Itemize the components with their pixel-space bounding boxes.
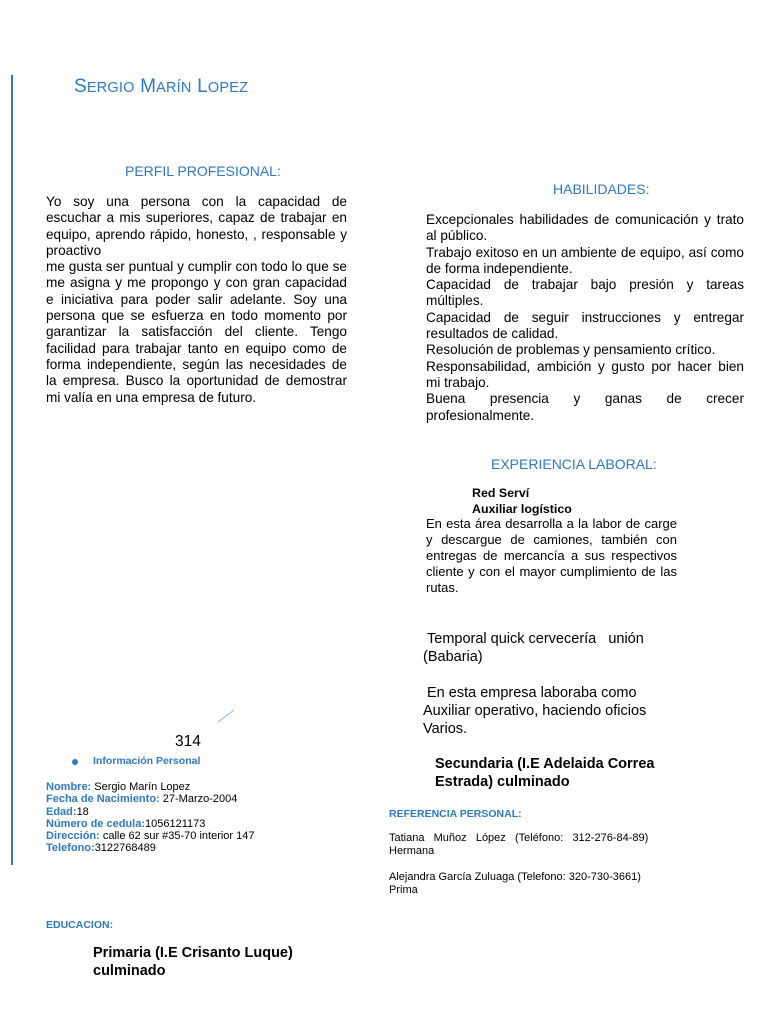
job2-desc-line: Auxiliar operativo, haciendo oficios — [423, 703, 647, 719]
info-row: Fecha de Nacimiento: 27-Marzo-2004 — [46, 793, 238, 806]
job1-description: En esta área desarrolla a la labor de carge y descargue de camiones, también con entregas de mercancía a sus respectivos cliente y con el mayor cumplimiento de las rutas. — [426, 516, 677, 595]
left-margin-rule — [11, 75, 13, 865]
primaria-line: Primaria (I.E Crisanto Luque) — [93, 945, 293, 961]
reference-relation: Prima — [389, 884, 418, 896]
skill-item: Responsabilidad, ambición y gusto por hacer bien mi trabajo. — [426, 358, 744, 390]
perfil-text — [46, 194, 347, 406]
secundaria-status: Estrada) culminado — [435, 774, 570, 790]
referencias-title: REFERENCIA PERSONAL: — [389, 808, 522, 820]
candidate-name: SERGIO MARÍN LOPEZ — [74, 76, 249, 97]
info-row: Telefono:3122768489 — [46, 842, 156, 855]
job2-desc-line: Varios. — [423, 721, 468, 737]
reference-entry: Tatiana Muñoz López (Teléfono: 312-276-84-89) — [389, 832, 649, 844]
reference-relation: Hermana — [389, 845, 435, 857]
stray-number: 314 — [175, 733, 201, 750]
secundaria-line: Secundaria (I.E Adelaida Correa — [435, 756, 655, 772]
stray-stroke — [216, 708, 236, 724]
educacion-title: EDUCACION: — [46, 919, 114, 931]
job2-desc-line: En esta empresa laboraba como — [427, 685, 637, 701]
info-title: Información Personal — [93, 755, 201, 767]
info-list — [46, 781, 255, 855]
perfil-paragraph: Yo soy una persona con la capacidad de escuchar a mis superiores, capaz de trabajar en equipo, aprendo rápido, honesto, , responsable y proactivo — [46, 194, 347, 258]
reference-entry: Alejandra García Zuluaga (Telefono: 320-730-3661) — [389, 871, 641, 883]
primaria-status: culminado — [93, 963, 166, 979]
job1-role: Auxiliar logístico — [472, 502, 572, 516]
habilidades-title: HABILIDADES: — [553, 181, 650, 197]
bullet-icon — [72, 759, 78, 765]
info-row: Nombre: Sergio Marín Lopez — [46, 781, 191, 793]
habilidades-list — [426, 212, 744, 424]
skill-item: Resolución de problemas y pensamiento crítico. — [426, 342, 716, 358]
perfil-paragraph: me gusta ser puntual y cumplir con todo lo que se me asigna y me propongo y con gran capacidad e iniciativa para poder salir adelante. Soy una persona que se esfuerza en todo momento por garantizar la satisfacción del cliente. Tengo facilidad para trabajar tanto en equipo como de forma independiente, según las necesidades de la empresa. Busco la oportunidad de demostrar mi valía en una empresa de futuro. — [46, 259, 347, 405]
skill-item: Excepcionales habilidades de comunicación y trato al público. — [426, 212, 744, 244]
skill-item: Capacidad de seguir instrucciones y entregar resultados de calidad. — [426, 309, 744, 342]
info-row: Dirección: calle 62 sur #35-70 interior 147 — [46, 830, 255, 843]
perfil-title: PERFIL PROFESIONAL: — [125, 163, 281, 179]
info-row: Número de cedula:1056121173 — [46, 817, 206, 830]
job1-company: Red Serví — [472, 486, 530, 500]
info-row: Edad:18 — [46, 805, 89, 818]
job2-company: Temporal quick cervecería unión — [427, 631, 644, 647]
experiencia-title: EXPERIENCIA LABORAL: — [491, 456, 657, 472]
skill-item: Trabajo exitoso en un ambiente de equipo, así como de forma independiente. — [426, 244, 744, 276]
skill-item: Capacidad de trabajar bajo presión y tareas múltiples. — [426, 277, 744, 309]
job2-company-alt: (Babaria) — [423, 649, 483, 665]
skill-item: Buena presencia y ganas de crecer profesionalmente. — [426, 391, 744, 423]
